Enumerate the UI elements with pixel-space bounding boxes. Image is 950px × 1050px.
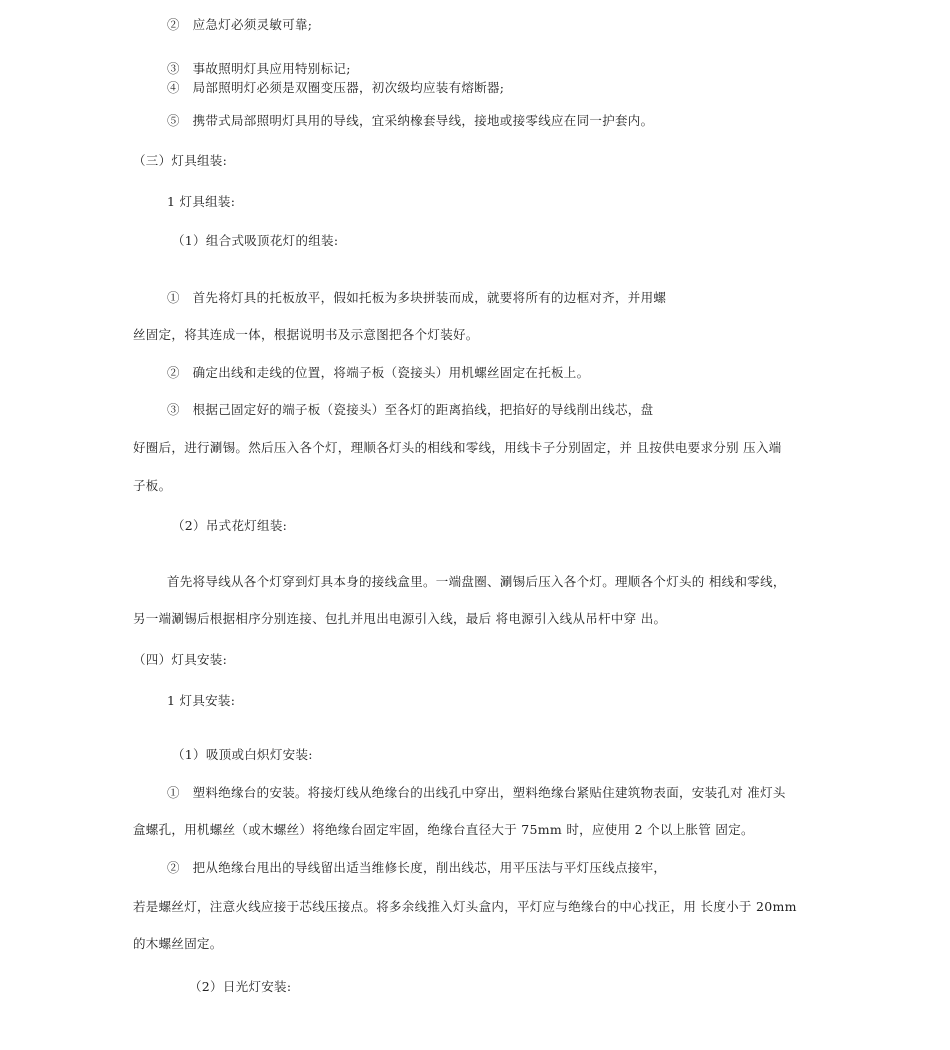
text-line-1: ② 应急灯必须灵敏可靠; [167, 17, 313, 32]
subheading-ceiling-lamp: （1）组合式吸顶花灯的组装: [172, 233, 339, 248]
text-line-22: ② 把从绝缘台甩出的导线留出适当维修长度，削出线芯，用平压法与平灯压线点接牢， [167, 860, 667, 875]
text-line-12: 好圈后，进行涮锡。然后压入各个灯，理顺各灯头的相线和零线，用线卡子分别固定，并 且按供电要求分别 压入端 [133, 440, 782, 455]
subheading-pendant-lamp: （2）吊式花灯组装: [172, 518, 288, 533]
text-line-21: 盒螺孔，用机螺丝（或木螺丝）将绝缘台固定牢固，绝缘台直径大于 75mm 时，应使用 2 个以上胀管 固定。 [133, 822, 754, 837]
text-line-24: 的木螺丝固定。 [133, 936, 223, 951]
text-line-15: 首先将导线从各个灯穿到灯具本身的接线盒里。一端盘圈、涮锡后压入各个灯。理顺各个灯头的 相线和零线， [167, 574, 786, 589]
subheading-incandescent: （1）吸顶或白炽灯安装: [172, 747, 313, 762]
text-line-4: ⑤ 携带式局部照明灯具用的导线，宜采纳橡套导线，接地或接零线应在同一护套内。 [167, 113, 654, 128]
text-line-11: ③ 根据己固定好的端子板（瓷接头）至各灯的距离掐线，把掐好的导线削出线芯，盘 [167, 402, 654, 417]
text-line-2: ③ 事故照明灯具应用特别标记; [167, 61, 351, 76]
subheading-installation: 1 灯具安装: [167, 693, 236, 708]
text-line-13: 子板。 [133, 478, 172, 493]
text-line-3: ④ 局部照明灯必须是双圈变压器，初次级均应装有熔断器; [167, 80, 505, 95]
text-line-9: 丝固定，将其连成一体，根据说明书及示意图把各个灯装好。 [133, 327, 479, 342]
text-line-8: ① 首先将灯具的托板放平，假如托板为多块拼装而成，就要将所有的边框对齐，并用螺 [167, 290, 667, 305]
text-line-20: ① 塑料绝缘台的安装。将接灯线从绝缘台的出线孔中穿出，塑料绝缘台紧贴住建筑物表面，安装孔对 准灯头 [167, 785, 786, 800]
text-line-16: 另一端涮锡后根据相序分别连接、包扎并甩出电源引入线，最后 将电源引入线从吊杆中穿 出。 [133, 611, 667, 626]
subheading-assembly: 1 灯具组装: [167, 194, 236, 209]
text-line-10: ② 确定出线和走线的位置，将端子板（瓷接头）用机螺丝固定在托板上。 [167, 365, 590, 380]
text-line-23: 若是螺丝灯，注意火线应接于芯线压接点。将多余线推入灯头盒内，平灯应与绝缘台的中心找正，用 长度小于 20mm [133, 899, 797, 914]
subheading-fluorescent: （2）日光灯安装: [189, 979, 292, 994]
section-heading-3: （三）灯具组装: [133, 153, 228, 168]
section-heading-4: （四）灯具安装: [133, 652, 228, 667]
